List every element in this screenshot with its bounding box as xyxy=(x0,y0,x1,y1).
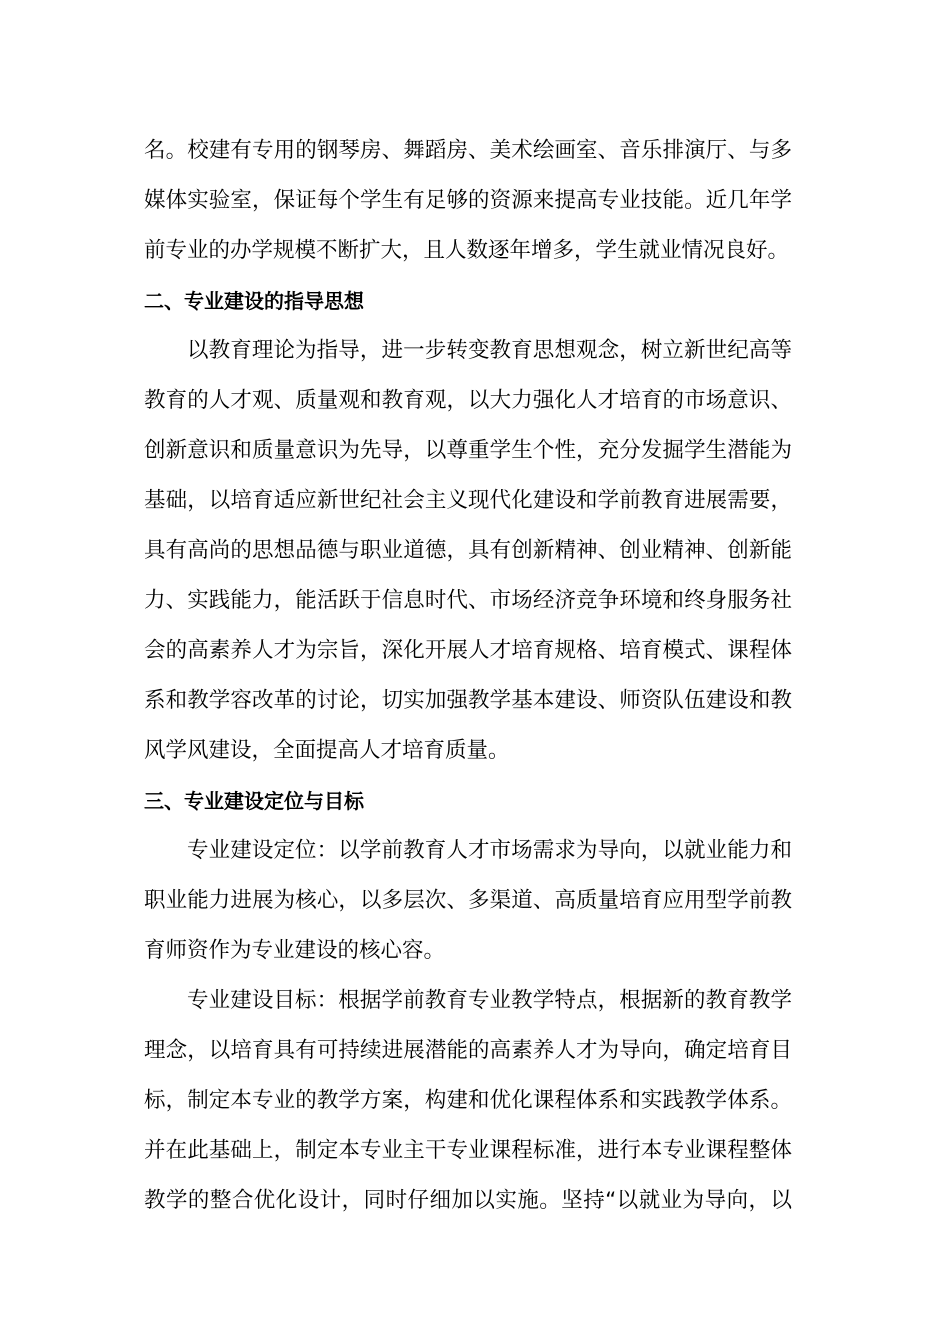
paragraph-school-facilities xyxy=(144,126,792,276)
text-line: 前专业的办学规模不断扩大，且人数逐年增多，学生就业情况良好。 xyxy=(144,238,790,263)
text-line: 名。校建有专用的钢琴房、舞蹈房、美术绘画室、音乐排演厅、与多 xyxy=(144,138,792,163)
paragraph-goals xyxy=(144,976,792,1226)
text-line: 具有高尚的思想品德与职业道德，具有创新精神、创业精神、创新能 xyxy=(144,538,792,563)
text-line: 并在此基础上，制定本专业主干专业课程标准，进行本专业课程整体 xyxy=(144,1138,792,1163)
text-line: 创新意识和质量意识为先导，以尊重学生个性，充分发掘学生潜能为 xyxy=(144,438,792,463)
paragraph-guiding-ideology xyxy=(144,326,792,776)
text-line: 风学风建设，全面提高人才培育质量。 xyxy=(144,738,510,763)
text-line: 媒体实验室，保证每个学生有足够的资源来提高专业技能。近几年学 xyxy=(144,188,792,213)
document-body xyxy=(144,126,792,1226)
text-line: 专业建设目标：根据学前教育专业教学特点，根据新的教育教学 xyxy=(187,988,792,1013)
text-line: 育师资作为专业建设的核心容。 xyxy=(144,938,446,963)
text-line: 标，制定本专业的教学方案，构建和优化课程体系和实践教学体系。 xyxy=(144,1088,792,1113)
text-line: 教学的整合优化设计，同时仔细加以实施。坚持“以就业为导向，以 xyxy=(144,1188,792,1213)
text-line: 专业建设定位：以学前教育人才市场需求为导向，以就业能力和 xyxy=(187,838,792,863)
text-line: 力、实践能力，能活跃于信息时代、市场经济竞争环境和终身服务社 xyxy=(144,588,792,613)
text-line: 教育的人才观、质量观和教育观，以大力强化人才培育的市场意识、 xyxy=(144,388,792,413)
text-line: 系和教学容改革的讨论，切实加强教学基本建设、师资队伍建设和教 xyxy=(144,688,792,713)
text-line: 会的高素养人才为宗旨，深化开展人才培育规格、培育模式、课程体 xyxy=(144,638,792,663)
text-line: 职业能力进展为核心，以多层次、多渠道、高质量培育应用型学前教 xyxy=(144,888,792,913)
section-heading-guiding-ideology: 二、专业建设的指导思想 xyxy=(144,289,364,313)
text-line: 理念，以培育具有可持续进展潜能的高素养人才为导向，确定培育目 xyxy=(144,1038,792,1063)
paragraph-positioning xyxy=(144,826,792,976)
text-line: 以教育理论为指导，进一步转变教育思想观念，树立新世纪高等 xyxy=(187,338,792,363)
text-line: 基础，以培育适应新世纪社会主义现代化建设和学前教育进展需要， xyxy=(144,488,792,513)
section-heading-positioning-goals: 三、专业建设定位与目标 xyxy=(144,789,364,813)
